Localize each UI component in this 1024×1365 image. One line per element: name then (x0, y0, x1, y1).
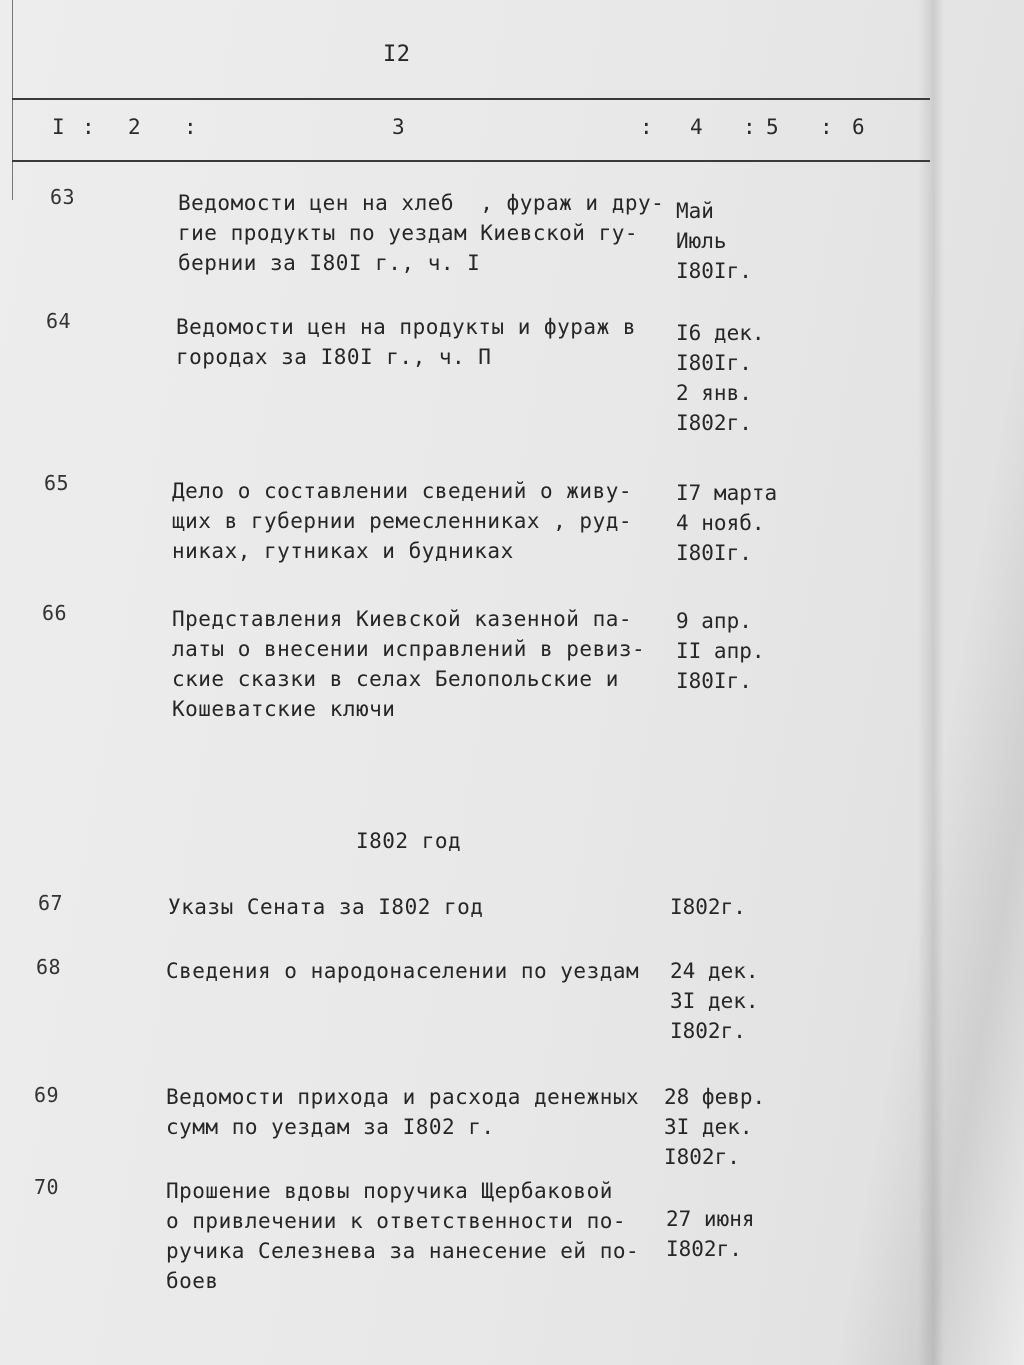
header-sep-5: : (820, 115, 833, 139)
header-sep-3: : (640, 115, 653, 139)
entry-title (166, 1082, 639, 1142)
entry-date: 24 дек. (670, 959, 759, 983)
header-col-3: 3 (392, 115, 405, 139)
entry-number: 66 (42, 601, 68, 625)
header-sep-4: : (743, 115, 756, 139)
entry-date: I80Iг. (676, 351, 752, 375)
entry-date: I80Iг. (676, 259, 752, 283)
header-sep-2: : (184, 115, 197, 139)
entry-title-line: латы о внесении исправлений в ревиз- (172, 637, 646, 661)
entry-dates (670, 892, 746, 922)
entry-number: 69 (34, 1083, 60, 1107)
header-col-5: 5 (766, 115, 779, 139)
entry-date: I80Iг. (676, 669, 752, 693)
entry-title-line: Ведомости цен на продукты и фураж в (176, 315, 637, 339)
entry-date: 28 февр. (664, 1085, 766, 1109)
entry-date: I802г. (670, 895, 746, 919)
entry-number: 70 (34, 1175, 60, 1199)
entry-title (172, 604, 645, 724)
entry-number: 65 (44, 471, 70, 495)
header-top-rule (12, 98, 930, 100)
entry-title-line: боев (166, 1269, 219, 1293)
entry-date: I802г. (670, 1019, 746, 1043)
entry-title-line: городах за I80I г., ч. П (176, 345, 492, 369)
entry-date: Июль (676, 229, 727, 253)
page-number: I2 (383, 42, 411, 67)
entry-title-line: Кошеватские ключи (172, 697, 396, 721)
entry-date: I802г. (664, 1145, 740, 1169)
entry-title-line: ские сказки в селах Белопольские и (172, 667, 619, 691)
entry-date: I802г. (676, 411, 752, 435)
entry-title-line: Ведомости прихода и расхода денежных (166, 1085, 640, 1109)
entry-title-line: Указы Сената за I802 год (168, 895, 484, 919)
entry-dates (676, 318, 765, 438)
entry-date: 3I дек. (670, 989, 759, 1013)
entry-number: 63 (50, 185, 76, 209)
entry-title-line: Прошение вдовы поручика Щербаковой (166, 1179, 613, 1203)
entry-date: II апр. (676, 639, 765, 663)
entry-title (166, 1176, 639, 1296)
entry-title-line: никах, гутниках и будниках (172, 539, 514, 563)
header-bottom-rule (12, 160, 930, 162)
entry-title (168, 892, 483, 922)
header-col-1: I (52, 115, 65, 139)
entry-dates (664, 1082, 765, 1172)
entry-number: 64 (46, 309, 72, 333)
entry-number: 67 (38, 891, 64, 915)
page-edge-shadow (918, 0, 944, 1365)
entry-title-line: ручика Селезнева за нанесение ей по- (166, 1239, 640, 1263)
page-left-edge (0, 0, 13, 200)
entry-title (178, 188, 664, 278)
entry-date: 3I дек. (664, 1115, 753, 1139)
entry-date: Май (676, 199, 714, 223)
entry-date: 4 нояб. (676, 511, 765, 535)
entry-dates (676, 606, 765, 696)
entry-date: I802г. (666, 1237, 742, 1261)
header-sep-1: : (82, 115, 95, 139)
entry-title-line: Дело о составлении сведений о живу- (172, 479, 633, 503)
entry-title (172, 476, 632, 566)
entry-title-line: бернии за I80I г., ч. I (178, 251, 481, 275)
entry-dates (670, 956, 759, 1046)
entry-title-line: Представления Киевской казенной па- (172, 607, 633, 631)
header-col-6: 6 (852, 115, 865, 139)
entry-title-line: о привлечении к ответственности по- (166, 1209, 627, 1233)
entry-date: I6 дек. (676, 321, 765, 345)
entry-dates (676, 478, 777, 568)
entry-date: I7 марта (676, 481, 778, 505)
entry-title-line: щих в губернии ремесленниках , руд- (172, 509, 633, 533)
entry-date: 2 янв. (676, 381, 752, 405)
header-col-4: 4 (690, 115, 703, 139)
entry-dates (666, 1204, 755, 1264)
entry-date: 9 апр. (676, 609, 752, 633)
header-col-2: 2 (128, 115, 141, 139)
entry-title-line: Ведомости цен на хлеб , фураж и дру- (178, 191, 665, 215)
entry-title-line: сумм по уездам за I802 г. (166, 1115, 495, 1139)
section-year-heading: I802 год (356, 829, 462, 853)
entry-title (176, 312, 636, 372)
entry-date: I80Iг. (676, 541, 752, 565)
entry-date: 27 июня (666, 1207, 755, 1231)
entry-number: 68 (36, 955, 62, 979)
entry-title (166, 956, 639, 986)
entry-dates (676, 196, 752, 286)
entry-title-line: Сведения о народонаселении по уездам (166, 959, 640, 983)
entry-title-line: гие продукты по уездам Киевской гу- (178, 221, 639, 245)
